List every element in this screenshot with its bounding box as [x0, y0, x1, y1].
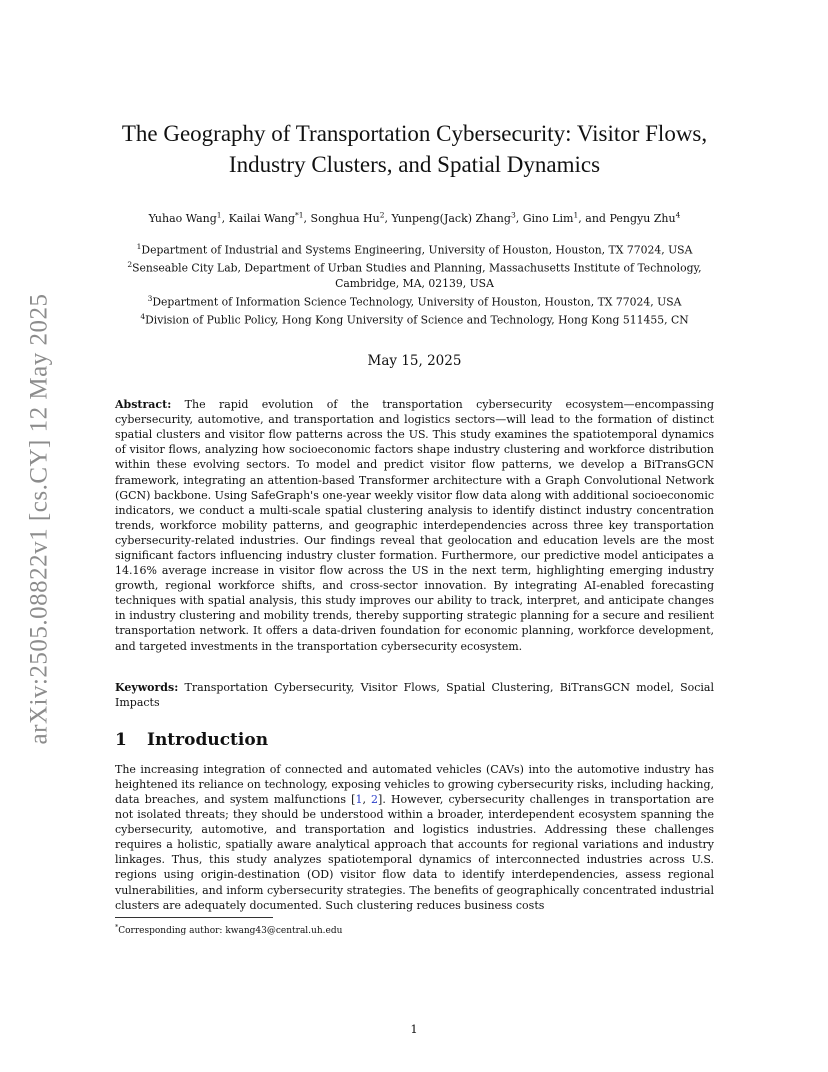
footnote-mark: * [115, 922, 119, 931]
author: Songhua Hu$^2$, [310, 210, 392, 225]
author: Kailai Wang$^{*1}$, [228, 210, 311, 225]
section-title: Introduction [147, 729, 269, 750]
abstract-text: The rapid evolution of the transportation cybersecurity ecosystem—encompassing cybersecurity, automotive, and transportation and logistics sectors—will lead to the formation of distinct spatial clusters and visitor flow patterns across the US. This study examines the spatiotemporal dynamics of visitor flows, analyzing how socioeconomic factors shape industry clustering and workforce distribution within these evolving sectors. To model and predict visitor flow patterns, we develop a BiTransGCN framework, integrating an attention-based Transformer architecture with a Graph Convolutional Network (GCN) backbone. Using SafeGraph's one-year weekly visitor flow data along with additional socioeconomic indicators, we conduct a multi-scale spatial clustering analysis to identify distinct industry concentration trends, workforce mobility patterns, and geographic interdependencies across three key transportation cybersecurity-related industries. Our findings reveal that geolocation and education levels are the most significant factors influencing industry cluster formation. Furthermore, our predictive model anticipates a 14.16% average increase in visitor flow across the US in the next term, highlighting emerging industry growth, regional workforce shifts, and cross-sector innovation. By integrating AI-enabled forecasting techniques with spatial analysis, this study improves our ability to track, interpret, and anticipate changes in industry clustering and mobility trends, thereby supporting strategic planning for a secure and resilient transportation network. It offers a data-driven foundation for economic planning, workforce development, and targeted investments in the transportation cybersecurity ecosystem. [115, 398, 714, 653]
footnote-divider [115, 917, 273, 918]
author: Pengyu Zhu$^4$ [609, 210, 681, 225]
publication-date: May 15, 2025 [367, 353, 462, 370]
affiliation: $^3$Department of Information Science Technology, University of Houston, Houston, TX 77024, USA [147, 293, 682, 309]
footnote [115, 921, 714, 937]
title-line-1: The Geography of Transportation Cybersecurity: Visitor Flows, [121, 121, 708, 146]
keywords-text: Transportation Cybersecurity, Visitor Flows, Spatial Clustering, BiTransGCN model, Social Impacts [115, 680, 714, 709]
affiliation: $^2$Senseable City Lab, Department of Urban Studies and Planning, Massachusetts Institute of Technology, [127, 260, 702, 275]
keywords [115, 680, 714, 710]
affiliation-list [115, 239, 714, 328]
title-line-2: Industry Clusters, and Spatial Dynamics [228, 152, 601, 177]
citation-link[interactable]: 1 [355, 793, 363, 806]
affiliation: $^4$Division of Public Policy, Hong Kong University of Science and Technology, Hong Kong 511455, CN [140, 312, 689, 328]
section-number: 1 [115, 729, 127, 750]
author-list [115, 207, 714, 226]
affiliation: $^1$Department of Industrial and Systems Engineering, University of Houston, Houston, TX 77024, USA [136, 241, 693, 257]
author: Yunpeng(Jack) Zhang$^3$, [391, 210, 523, 225]
abstract-label: Abstract: [115, 398, 172, 412]
paper-title [115, 118, 714, 180]
author: Yuhao Wang$^1$, [148, 210, 229, 225]
abstract [115, 397, 714, 654]
paper-page [115, 118, 714, 937]
arxiv-identifier-text: arXiv:2505.08822v1 [cs.CY] 12 May 2025 [25, 293, 52, 745]
page-number: 1 [410, 1022, 418, 1036]
citation-link[interactable]: 2 [371, 793, 379, 806]
author: Gino Lim$^1$, and [522, 210, 610, 225]
keywords-label: Keywords: [115, 680, 179, 694]
section-heading [115, 730, 714, 750]
arxiv-identifier-stamp [22, 278, 56, 760]
footnote-text: Corresponding author: kwang43@central.uh.edu [118, 925, 343, 936]
introduction-paragraph: The increasing integration of connected and automated vehicles (CAVs) into the automotive industry has heightened its reliance on technology, exposing vehicles to growing cybersecurity risks, including hacking, data breaches, and system malfunctions [1, 2]. However, cybersecurity challenges in transportation are not isolated threats; they should be understood within a broader, interdependent ecosystem spanning the cybersecurity, automotive, and transportation and logistics industries. Addressing these challenges requires a holistic, spatially aware analytical approach that accounts for regional variations and industry linkages. Thus, this study analyzes spatiotemporal dynamics of interconnected industries across U.S. regions using origin-destination (OD) visitor flow data to identify interdependencies, assess regional vulnerabilities, and inform cybersecurity strategies. The benefits of geographically concentrated industrial clusters are adequately documented. Such clustering reduces business costs [115, 762, 714, 912]
affiliation: Cambridge, MA, 02139, USA [335, 276, 494, 290]
